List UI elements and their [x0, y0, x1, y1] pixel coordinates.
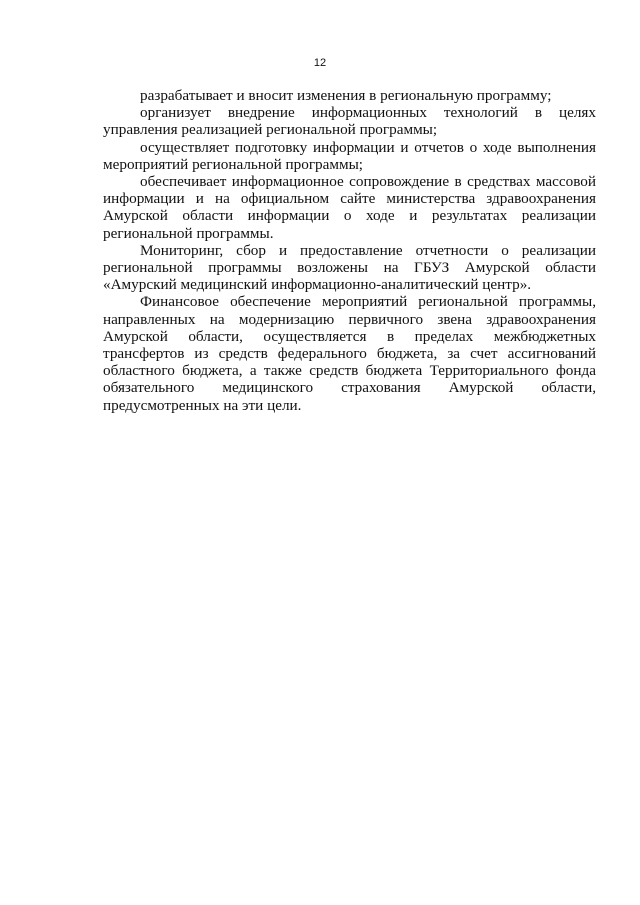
paragraph-it-implementation: организует внедрение информационных технологий в целях управления реализацией региональной программы; — [103, 104, 596, 139]
paragraph-media-support: обеспечивает информационное сопровождение в средствах массовой информации и на официальном сайте министерства здравоохранения Амурской области информации о ходе и результатах реализации региональной программы. — [103, 173, 596, 242]
paragraph-reporting: осуществляет подготовку информации и отчетов о ходе выполнения мероприятий региональной программы; — [103, 138, 596, 173]
paragraph-develops-changes: разрабатывает и вносит изменения в региональную программу; — [140, 87, 552, 104]
document-body — [103, 87, 596, 414]
paragraph-financing: Финансовое обеспечение мероприятий региональной программы, направленных на модернизацию первичного звена здравоохранения Амурской области, осуществляется в пределах межбюджетных трансфертов из средств федерального бюджета, за счет ассигнований областного бюджета, а также средств бюджета Территориального фонда обязательного медицинского страхования Амурской области, предусмотренных на эти цели. — [103, 293, 596, 414]
paragraph-monitoring: Мониторинг, сбор и предоставление отчетности о реализации региональной программы возложены на ГБУЗ Амурской области «Амурский медицинский информационно-аналитический центр». — [103, 241, 596, 294]
page-number: 12 — [313, 57, 327, 69]
